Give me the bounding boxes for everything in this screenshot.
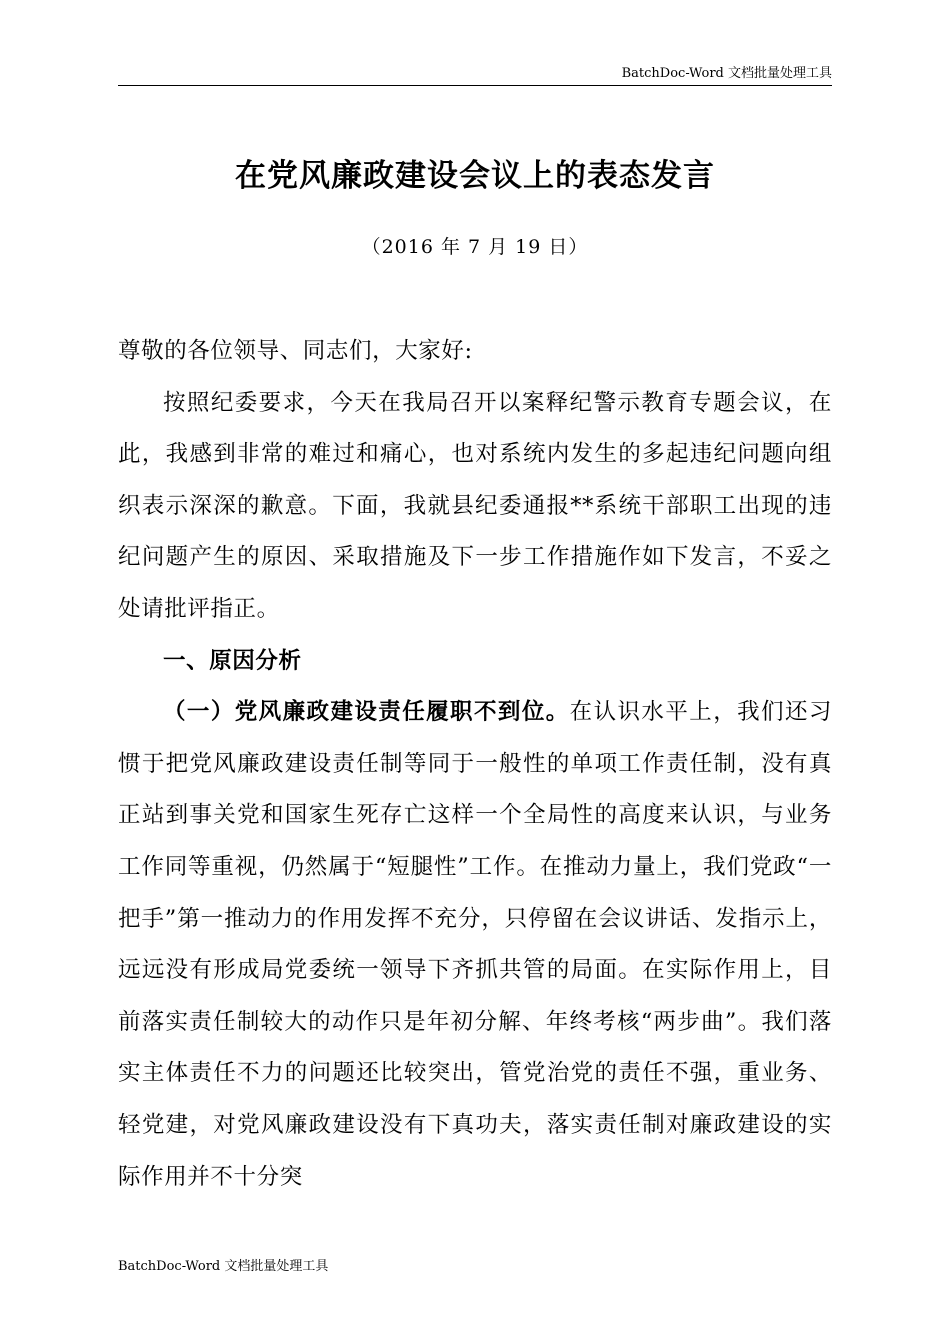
- page-footer: BatchDoc-Word 文档批量处理工具: [118, 1259, 329, 1274]
- header-divider: [118, 85, 832, 86]
- document-date: （2016 年 7 月 19 日）: [361, 236, 589, 258]
- document-body: [118, 326, 832, 1203]
- paragraph-intro: 按照纪委要求，今天在我局召开以案释纪警示教育专题会议，在此，我感到非常的难过和痛心，也对系统内发生的多起违纪问题向组织表示深深的歉意。下面，我就县纪委通报**系统干部职工出现的违纪问题产生的原因、采取措施及下一步工作措施作如下发言，不妥之处请批评指正。: [118, 389, 832, 622]
- document-title: 在党风廉政建设会议上的表态发言: [235, 158, 715, 194]
- paragraph-subsection-1: [118, 687, 832, 1203]
- section-heading: 一、原因分析: [163, 647, 302, 674]
- greeting: 尊敬的各位领导、同志们，大家好:: [118, 338, 473, 364]
- subsection-heading: （一）党风廉政建设责任履职不到位。: [163, 699, 570, 726]
- page-header: BatchDoc-Word 文档批量处理工具: [621, 66, 832, 81]
- subsection-body: 在认识水平上，我们还习惯于把党风廉政建设责任制等同于一般性的单项工作责任制，没有真正站到事关党和国家生死存亡这样一个全局性的高度来认识，与业务工作同等重视，仍然属于“短腿性”工作。在推动力量上，我们党政“一把手”第一推动力的作用发挥不充分，只停留在会议讲话、发指示上，远远没有形成局党委统一领导下齐抓共管的局面。在实际作用上，目前落实责任制较大的动作只是年初分解、年终考核“两步曲”。我们落实主体责任不力的问题还比较突出，管党治党的责任不强，重业务、轻党建，对党风廉政建设没有下真功夫，落实责任制对廉政建设的实际作用并不十分突: [118, 699, 832, 1190]
